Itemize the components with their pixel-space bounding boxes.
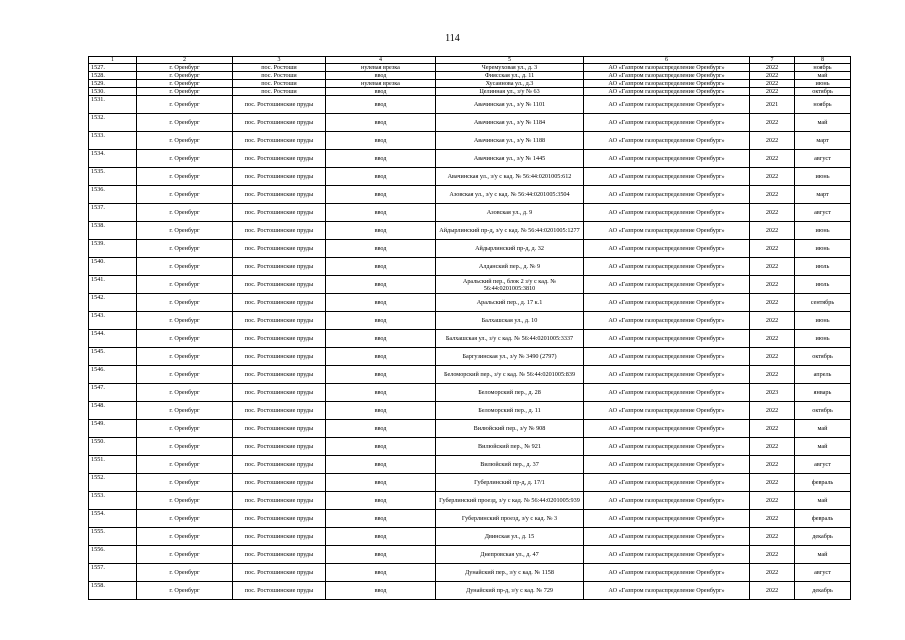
organization-cell: АО «Газпром газораспределение Оренбург» <box>584 88 750 96</box>
address-cell: Вилюйский пер., № 921 <box>436 438 584 456</box>
month-cell: ноябрь <box>795 96 851 114</box>
row-number-cell: 1543. <box>89 312 137 330</box>
organization-cell: АО «Газпром газораспределение Оренбург» <box>584 348 750 366</box>
settlement-cell: пос. Ростошинские пруды <box>233 384 326 402</box>
table-row <box>89 132 851 150</box>
table-row <box>89 276 851 294</box>
year-cell: 2022 <box>750 276 795 294</box>
organization-cell: АО «Газпром газораспределение Оренбург» <box>584 132 750 150</box>
row-number-cell: 1534. <box>89 150 137 168</box>
month-cell: июнь <box>795 80 851 88</box>
column-header: 3 <box>233 57 326 64</box>
month-cell: май <box>795 438 851 456</box>
work-type-cell: ввод <box>326 348 436 366</box>
month-cell: июнь <box>795 168 851 186</box>
work-type-cell: ввод <box>326 276 436 294</box>
address-cell: Айдырлинский пр-д, д. 32 <box>436 240 584 258</box>
row-number-cell: 1551. <box>89 456 137 474</box>
settlement-cell: пос. Ростошинские пруды <box>233 438 326 456</box>
work-type-cell: ввод <box>326 96 436 114</box>
address-cell: Балхашская ул., з/у с кад. № 56:44:0201005:3337 <box>436 330 584 348</box>
city-cell: г. Оренбург <box>137 88 233 96</box>
year-cell: 2022 <box>750 330 795 348</box>
row-number-cell: 1550. <box>89 438 137 456</box>
organization-cell: АО «Газпром газораспределение Оренбург» <box>584 312 750 330</box>
address-cell: Целинная ул., з/у № 63 <box>436 88 584 96</box>
city-cell: г. Оренбург <box>137 150 233 168</box>
address-cell: Губерлинский проезд, з/у с кад. № 56:44:0201005:939 <box>436 492 584 510</box>
work-type-cell: ввод <box>326 72 436 80</box>
row-number-cell: 1530. <box>89 88 137 96</box>
month-cell: июнь <box>795 330 851 348</box>
table-row <box>89 240 851 258</box>
organization-cell: АО «Газпром газораспределение Оренбург» <box>584 258 750 276</box>
month-cell: август <box>795 456 851 474</box>
table-row <box>89 150 851 168</box>
table-row <box>89 564 851 582</box>
month-cell: май <box>795 72 851 80</box>
row-number-cell: 1527. <box>89 64 137 72</box>
settlement-cell: пос. Ростошинские пруды <box>233 510 326 528</box>
year-cell: 2022 <box>750 222 795 240</box>
row-number-cell: 1557. <box>89 564 137 582</box>
year-cell: 2022 <box>750 456 795 474</box>
year-cell: 2022 <box>750 348 795 366</box>
table-row <box>89 528 851 546</box>
work-type-cell: ввод <box>326 312 436 330</box>
city-cell: г. Оренбург <box>137 258 233 276</box>
year-cell: 2022 <box>750 64 795 72</box>
row-number-cell: 1528. <box>89 72 137 80</box>
organization-cell: АО «Газпром газораспределение Оренбург» <box>584 438 750 456</box>
address-cell: Двинская ул., д. 15 <box>436 528 584 546</box>
organization-cell: АО «Газпром газораспределение Оренбург» <box>584 72 750 80</box>
table-row <box>89 510 851 528</box>
settlement-cell: пос. Ростошинские пруды <box>233 186 326 204</box>
settlement-cell: пос. Ростоши <box>233 72 326 80</box>
table-row <box>89 456 851 474</box>
organization-cell: АО «Газпром газораспределение Оренбург» <box>584 64 750 72</box>
settlement-cell: пос. Ростошинские пруды <box>233 564 326 582</box>
table-row <box>89 546 851 564</box>
address-cell: Фиясская ул., д. 11 <box>436 72 584 80</box>
city-cell: г. Оренбург <box>137 222 233 240</box>
settlement-cell: пос. Ростоши <box>233 88 326 96</box>
row-number-cell: 1533. <box>89 132 137 150</box>
month-cell: сентябрь <box>795 294 851 312</box>
month-cell: август <box>795 564 851 582</box>
table-row <box>89 402 851 420</box>
address-cell: Аральский пер., блок 2 з/у с кад. № 56:44:0201005:3810 <box>436 276 584 294</box>
city-cell: г. Оренбург <box>137 456 233 474</box>
month-cell: июль <box>795 258 851 276</box>
row-number-cell: 1535. <box>89 168 137 186</box>
organization-cell: АО «Газпром газораспределение Оренбург» <box>584 276 750 294</box>
address-cell: Азовская ул., д. 9 <box>436 204 584 222</box>
work-type-cell: ввод <box>326 474 436 492</box>
row-number-cell: 1546. <box>89 366 137 384</box>
table-row <box>89 72 851 80</box>
city-cell: г. Оренбург <box>137 276 233 294</box>
address-cell: Вилюйский пер., д. 37 <box>436 456 584 474</box>
work-type-cell: ввод <box>326 366 436 384</box>
column-header: 4 <box>326 57 436 64</box>
settlement-cell: пос. Ростошинские пруды <box>233 240 326 258</box>
year-cell: 2021 <box>750 96 795 114</box>
row-number-cell: 1547. <box>89 384 137 402</box>
work-type-cell: ввод <box>326 546 436 564</box>
city-cell: г. Оренбург <box>137 420 233 438</box>
month-cell: ноябрь <box>795 64 851 72</box>
column-header: 6 <box>584 57 750 64</box>
month-cell: апрель <box>795 366 851 384</box>
year-cell: 2022 <box>750 88 795 96</box>
year-cell: 2022 <box>750 150 795 168</box>
city-cell: г. Оренбург <box>137 80 233 88</box>
year-cell: 2022 <box>750 420 795 438</box>
year-cell: 2022 <box>750 204 795 222</box>
city-cell: г. Оренбург <box>137 96 233 114</box>
work-type-cell: ввод <box>326 88 436 96</box>
settlement-cell: пос. Ростошинские пруды <box>233 312 326 330</box>
work-type-cell: ввод <box>326 564 436 582</box>
month-cell: январь <box>795 384 851 402</box>
month-cell: октябрь <box>795 88 851 96</box>
year-cell: 2022 <box>750 474 795 492</box>
year-cell: 2022 <box>750 114 795 132</box>
column-header: 1 <box>89 57 137 64</box>
organization-cell: АО «Газпром газораспределение Оренбург» <box>584 204 750 222</box>
row-number-cell: 1549. <box>89 420 137 438</box>
table-row <box>89 294 851 312</box>
city-cell: г. Оренбург <box>137 114 233 132</box>
organization-cell: АО «Газпром газораспределение Оренбург» <box>584 384 750 402</box>
work-type-cell: ввод <box>326 186 436 204</box>
row-number-cell: 1542. <box>89 294 137 312</box>
year-cell: 2023 <box>750 384 795 402</box>
year-cell: 2022 <box>750 528 795 546</box>
settlement-cell: пос. Ростошинские пруды <box>233 132 326 150</box>
settlement-cell: пос. Ростошинские пруды <box>233 150 326 168</box>
city-cell: г. Оренбург <box>137 582 233 600</box>
organization-cell: АО «Газпром газораспределение Оренбург» <box>584 294 750 312</box>
organization-cell: АО «Газпром газораспределение Оренбург» <box>584 564 750 582</box>
year-cell: 2022 <box>750 80 795 88</box>
city-cell: г. Оренбург <box>137 240 233 258</box>
city-cell: г. Оренбург <box>137 168 233 186</box>
work-type-cell: ввод <box>326 222 436 240</box>
month-cell: июнь <box>795 312 851 330</box>
month-cell: март <box>795 186 851 204</box>
table-row <box>89 222 851 240</box>
table-row <box>89 186 851 204</box>
month-cell: август <box>795 150 851 168</box>
work-type-cell: ввод <box>326 402 436 420</box>
settlement-cell: пос. Ростошинские пруды <box>233 168 326 186</box>
organization-cell: АО «Газпром газораспределение Оренбург» <box>584 402 750 420</box>
table-row <box>89 312 851 330</box>
table-row <box>89 582 851 600</box>
table-row <box>89 258 851 276</box>
settlement-cell: пос. Ростошинские пруды <box>233 258 326 276</box>
month-cell: февраль <box>795 474 851 492</box>
table-row <box>89 492 851 510</box>
month-cell: июль <box>795 276 851 294</box>
settlement-cell: пос. Ростошинские пруды <box>233 420 326 438</box>
settlement-cell: пос. Ростошинские пруды <box>233 366 326 384</box>
table-row <box>89 420 851 438</box>
organization-cell: АО «Газпром газораспределение Оренбург» <box>584 510 750 528</box>
organization-cell: АО «Газпром газораспределение Оренбург» <box>584 114 750 132</box>
settlement-cell: пос. Ростошинские пруды <box>233 96 326 114</box>
work-type-cell: ввод <box>326 492 436 510</box>
address-cell: Авачинская ул., з/у с кад. № 56:44:0201005:612 <box>436 168 584 186</box>
work-type-cell: ввод <box>326 294 436 312</box>
work-type-cell: ввод <box>326 114 436 132</box>
column-header: 5 <box>436 57 584 64</box>
city-cell: г. Оренбург <box>137 384 233 402</box>
settlement-cell: пос. Ростошинские пруды <box>233 204 326 222</box>
table-row <box>89 64 851 72</box>
work-type-cell: ввод <box>326 510 436 528</box>
year-cell: 2022 <box>750 564 795 582</box>
table-row <box>89 168 851 186</box>
row-number-cell: 1558. <box>89 582 137 600</box>
month-cell: декабрь <box>795 582 851 600</box>
address-cell: Авачинская ул., з/у № 1101 <box>436 96 584 114</box>
column-header: 7 <box>750 57 795 64</box>
row-number-cell: 1554. <box>89 510 137 528</box>
year-cell: 2022 <box>750 240 795 258</box>
work-type-cell: ввод <box>326 456 436 474</box>
month-cell: май <box>795 546 851 564</box>
organization-cell: АО «Газпром газораспределение Оренбург» <box>584 582 750 600</box>
month-cell: октябрь <box>795 402 851 420</box>
settlement-cell: пос. Ростошинские пруды <box>233 456 326 474</box>
address-cell: Айдырлинский пр-д, з/у с кад. № 56:44:0201005:1277 <box>436 222 584 240</box>
address-cell: Дунайский пр-д, з/у с кад. № 729 <box>436 582 584 600</box>
city-cell: г. Оренбург <box>137 366 233 384</box>
settlement-cell: пос. Ростошинские пруды <box>233 582 326 600</box>
work-type-cell: ввод <box>326 168 436 186</box>
table-row <box>89 474 851 492</box>
month-cell: февраль <box>795 510 851 528</box>
table-row <box>89 330 851 348</box>
settlement-cell: пос. Ростошинские пруды <box>233 222 326 240</box>
organization-cell: АО «Газпром газораспределение Оренбург» <box>584 186 750 204</box>
year-cell: 2022 <box>750 510 795 528</box>
row-number-cell: 1555. <box>89 528 137 546</box>
organization-cell: АО «Газпром газораспределение Оренбург» <box>584 528 750 546</box>
city-cell: г. Оренбург <box>137 546 233 564</box>
table-row <box>89 80 851 88</box>
address-cell: Дунайский пер., з/у с кад. № 1158 <box>436 564 584 582</box>
row-number-cell: 1529. <box>89 80 137 88</box>
row-number-cell: 1553. <box>89 492 137 510</box>
work-type-cell: ввод <box>326 204 436 222</box>
work-type-cell: ввод <box>326 150 436 168</box>
city-cell: г. Оренбург <box>137 64 233 72</box>
settlement-cell: пос. Ростошинские пруды <box>233 330 326 348</box>
registry-table <box>88 56 851 600</box>
year-cell: 2022 <box>750 402 795 420</box>
table-row <box>89 88 851 96</box>
address-cell: Алданский пер., д. № 9 <box>436 258 584 276</box>
table-row <box>89 96 851 114</box>
column-header: 2 <box>137 57 233 64</box>
city-cell: г. Оренбург <box>137 402 233 420</box>
work-type-cell: ввод <box>326 258 436 276</box>
year-cell: 2022 <box>750 546 795 564</box>
page-number: 114 <box>445 33 460 44</box>
work-type-cell: ввод <box>326 240 436 258</box>
table-row <box>89 384 851 402</box>
month-cell: октябрь <box>795 348 851 366</box>
year-cell: 2022 <box>750 168 795 186</box>
year-cell: 2022 <box>750 438 795 456</box>
organization-cell: АО «Газпром газораспределение Оренбург» <box>584 96 750 114</box>
work-type-cell: нулевая врезка <box>326 80 436 88</box>
organization-cell: АО «Газпром газораспределение Оренбург» <box>584 492 750 510</box>
settlement-cell: пос. Ростошинские пруды <box>233 402 326 420</box>
work-type-cell: нулевая врезка <box>326 64 436 72</box>
address-cell: Губерлинский проезд, з/у с кад. № 3 <box>436 510 584 528</box>
organization-cell: АО «Газпром газораспределение Оренбург» <box>584 330 750 348</box>
row-number-cell: 1531. <box>89 96 137 114</box>
year-cell: 2022 <box>750 186 795 204</box>
city-cell: г. Оренбург <box>137 564 233 582</box>
city-cell: г. Оренбург <box>137 72 233 80</box>
month-cell: июнь <box>795 240 851 258</box>
address-cell: Балхашская ул., д. 10 <box>436 312 584 330</box>
city-cell: г. Оренбург <box>137 330 233 348</box>
year-cell: 2022 <box>750 582 795 600</box>
work-type-cell: ввод <box>326 528 436 546</box>
row-number-cell: 1537. <box>89 204 137 222</box>
city-cell: г. Оренбург <box>137 132 233 150</box>
address-cell: Черемуховая ул., д. 3 <box>436 64 584 72</box>
month-cell: май <box>795 114 851 132</box>
row-number-cell: 1538. <box>89 222 137 240</box>
address-cell: Хусаинова ул., д.3 <box>436 80 584 88</box>
year-cell: 2022 <box>750 312 795 330</box>
city-cell: г. Оренбург <box>137 528 233 546</box>
table-header-row <box>89 57 851 64</box>
address-cell: Днепровская ул., д. 47 <box>436 546 584 564</box>
address-cell: Вилюйский пер., з/у № 908 <box>436 420 584 438</box>
address-cell: Беломорский пер., з/у с кад. № 56:44:0201005:839 <box>436 366 584 384</box>
organization-cell: АО «Газпром газораспределение Оренбург» <box>584 222 750 240</box>
year-cell: 2022 <box>750 258 795 276</box>
settlement-cell: пос. Ростоши <box>233 64 326 72</box>
settlement-cell: пос. Ростошинские пруды <box>233 348 326 366</box>
row-number-cell: 1556. <box>89 546 137 564</box>
table-row <box>89 366 851 384</box>
month-cell: март <box>795 132 851 150</box>
organization-cell: АО «Газпром газораспределение Оренбург» <box>584 546 750 564</box>
work-type-cell: ввод <box>326 582 436 600</box>
address-cell: Аральский пер., д. 17 к.1 <box>436 294 584 312</box>
table-row <box>89 204 851 222</box>
work-type-cell: ввод <box>326 132 436 150</box>
year-cell: 2022 <box>750 294 795 312</box>
settlement-cell: пос. Ростошинские пруды <box>233 474 326 492</box>
month-cell: декабрь <box>795 528 851 546</box>
settlement-cell: пос. Ростошинские пруды <box>233 492 326 510</box>
table-row <box>89 114 851 132</box>
settlement-cell: пос. Ростошинские пруды <box>233 294 326 312</box>
organization-cell: АО «Газпром газораспределение Оренбург» <box>584 420 750 438</box>
month-cell: август <box>795 204 851 222</box>
address-cell: Баргузинская ул., з/у № 3490 (2797) <box>436 348 584 366</box>
work-type-cell: ввод <box>326 420 436 438</box>
settlement-cell: пос. Ростоши <box>233 80 326 88</box>
settlement-cell: пос. Ростошинские пруды <box>233 546 326 564</box>
work-type-cell: ввод <box>326 384 436 402</box>
row-number-cell: 1552. <box>89 474 137 492</box>
address-cell: Губерлинский пр-д, д. 17/1 <box>436 474 584 492</box>
row-number-cell: 1540. <box>89 258 137 276</box>
settlement-cell: пос. Ростошинские пруды <box>233 528 326 546</box>
month-cell: май <box>795 492 851 510</box>
city-cell: г. Оренбург <box>137 438 233 456</box>
row-number-cell: 1544. <box>89 330 137 348</box>
year-cell: 2022 <box>750 366 795 384</box>
table-row <box>89 348 851 366</box>
city-cell: г. Оренбург <box>137 474 233 492</box>
organization-cell: АО «Газпром газораспределение Оренбург» <box>584 366 750 384</box>
address-cell: Авачинская ул., з/у № 1184 <box>436 114 584 132</box>
address-cell: Авачинская ул., з/у № 1188 <box>436 132 584 150</box>
city-cell: г. Оренбург <box>137 294 233 312</box>
settlement-cell: пос. Ростошинские пруды <box>233 276 326 294</box>
city-cell: г. Оренбург <box>137 186 233 204</box>
year-cell: 2022 <box>750 492 795 510</box>
column-header: 8 <box>795 57 851 64</box>
organization-cell: АО «Газпром газораспределение Оренбург» <box>584 456 750 474</box>
organization-cell: АО «Газпром газораспределение Оренбург» <box>584 474 750 492</box>
row-number-cell: 1541. <box>89 276 137 294</box>
address-cell: Азовская ул., з/у с кад. № 56:44:0201005:3504 <box>436 186 584 204</box>
table-row <box>89 438 851 456</box>
city-cell: г. Оренбург <box>137 312 233 330</box>
organization-cell: АО «Газпром газораспределение Оренбург» <box>584 150 750 168</box>
organization-cell: АО «Газпром газораспределение Оренбург» <box>584 168 750 186</box>
city-cell: г. Оренбург <box>137 204 233 222</box>
row-number-cell: 1536. <box>89 186 137 204</box>
row-number-cell: 1545. <box>89 348 137 366</box>
address-cell: Авачинская ул., з/у № 1445 <box>436 150 584 168</box>
city-cell: г. Оренбург <box>137 348 233 366</box>
city-cell: г. Оренбург <box>137 492 233 510</box>
organization-cell: АО «Газпром газораспределение Оренбург» <box>584 80 750 88</box>
year-cell: 2022 <box>750 132 795 150</box>
settlement-cell: пос. Ростошинские пруды <box>233 114 326 132</box>
work-type-cell: ввод <box>326 330 436 348</box>
work-type-cell: ввод <box>326 438 436 456</box>
address-cell: Беломорский пер., д. 28 <box>436 384 584 402</box>
row-number-cell: 1539. <box>89 240 137 258</box>
city-cell: г. Оренбург <box>137 510 233 528</box>
month-cell: июнь <box>795 222 851 240</box>
month-cell: май <box>795 420 851 438</box>
organization-cell: АО «Газпром газораспределение Оренбург» <box>584 240 750 258</box>
address-cell: Беломорский пер., д. 11 <box>436 402 584 420</box>
row-number-cell: 1532. <box>89 114 137 132</box>
year-cell: 2022 <box>750 72 795 80</box>
row-number-cell: 1548. <box>89 402 137 420</box>
